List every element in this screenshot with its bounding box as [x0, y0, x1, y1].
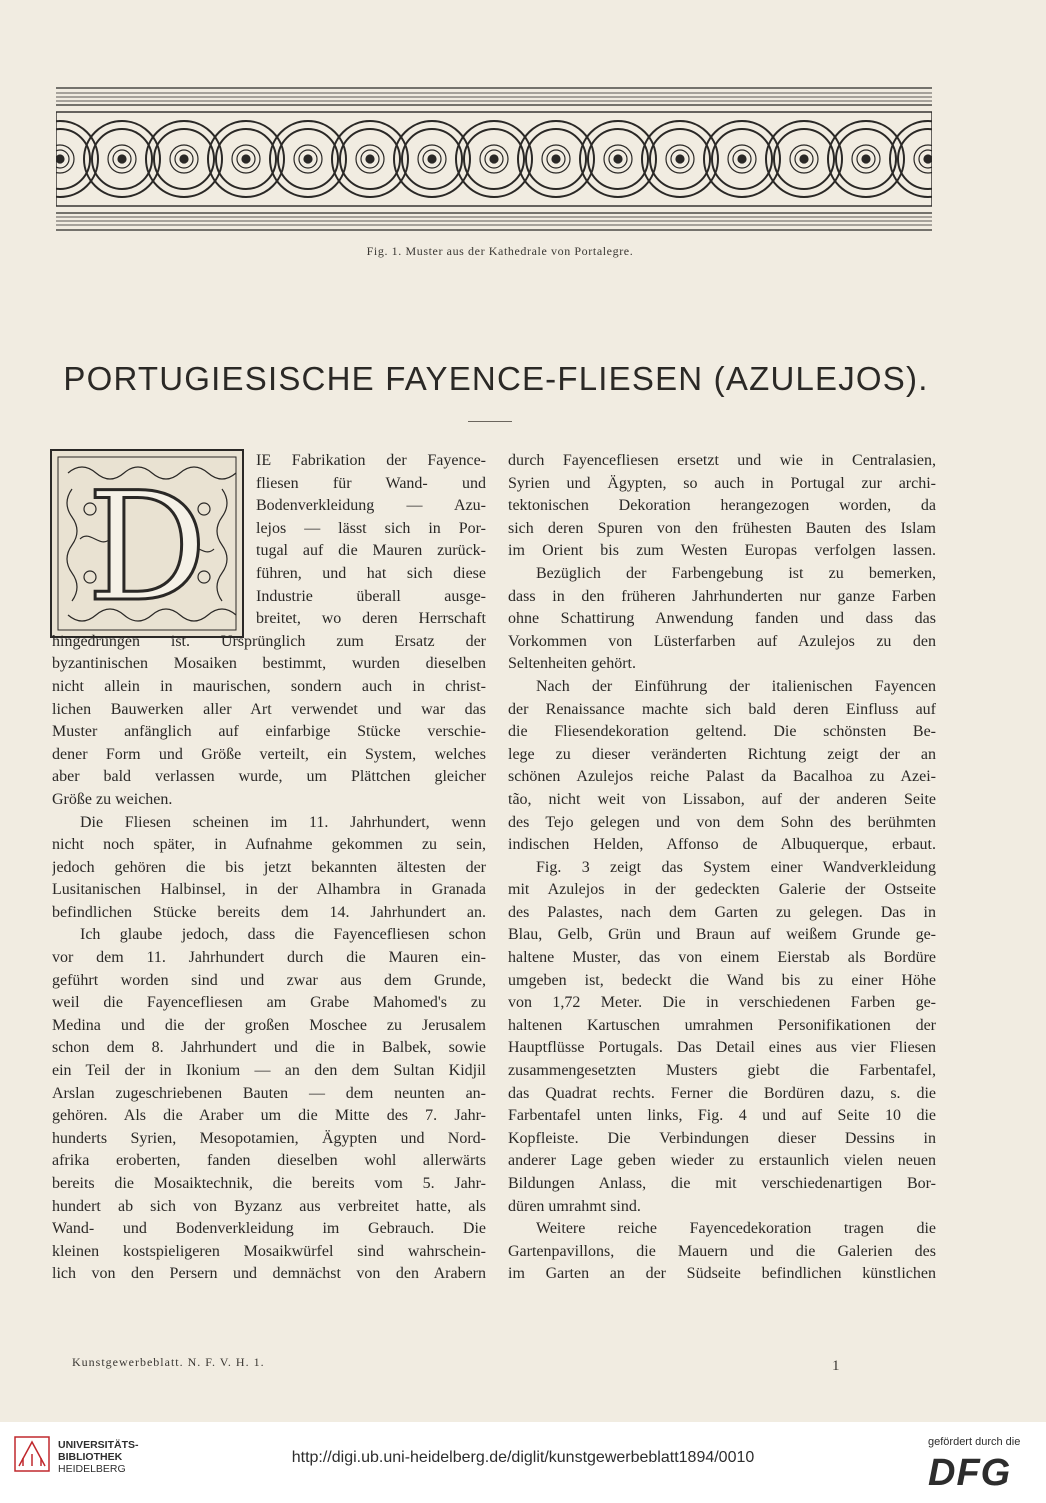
text-line: haltene Muster, das von einem Eierstab als Bordüre — [508, 949, 936, 967]
text-line: lichen Bauwerken aller Art verwendet und war das — [52, 700, 486, 718]
text-line: befindlichen Stücke bereits dem 14. Jahrhundert an. — [52, 903, 486, 921]
text-line: Ich glaube jedoch, dass die Fayencefliesen schon — [80, 926, 486, 944]
text-line: aber bald verlassen wurde, um Plättchen gleicher — [52, 768, 486, 786]
text-line: mit Azulejos in der gedeckten Galerie der Ostseite — [508, 881, 936, 899]
text-line: Vorkommen von Lüsterfarben auf Azulejos zu den — [508, 632, 936, 650]
ornament-ring — [614, 155, 622, 163]
ornament-ring — [118, 155, 126, 163]
text-line: bereits die Mosaiktechnik, die bereits vom 5. Jahr- — [52, 1175, 486, 1192]
text-line: Größe zu weichen. — [52, 790, 173, 808]
text-line: dass in den früheren Jahrhunderten nur ganze Farben — [508, 587, 936, 605]
ornament-ring — [304, 155, 312, 163]
text-line: Blau, Gelb, Grün und Braun auf weißem Grunde ge- — [508, 926, 936, 944]
text-line: dener Form und Größe verteilt, ein System, welches — [52, 745, 486, 763]
ornament-ring — [180, 155, 188, 163]
text-line: Bildungen Anlass, die mit verschiedenartigen Bor- — [508, 1175, 936, 1192]
text-line: des Palastes, nach dem Garten zu gelegen. Das in — [508, 903, 936, 921]
text-line: Lusitanischen Halbinsel, in der Alhambra in Granada — [52, 881, 486, 899]
text-line: schönen Azulejos reiche Palast da Bacalhoa zu Azei- — [508, 768, 936, 786]
text-line: im Orient bis zum Westen Europas verfolgen lassen. — [508, 542, 936, 560]
text-line: Syrien und Ägypten, so auch in Portugal zur archi- — [508, 474, 936, 492]
ornament-ring — [738, 155, 746, 163]
text-line: haltenen Kartuschen umrahmen Personifikationen der — [508, 1016, 936, 1034]
text-line: Fig. 3 zeigt das System einer Wandverkleidung — [536, 858, 936, 876]
ornament-ring — [490, 155, 498, 163]
text-line: des Tejo gelegen und von dem Sohn des berühmten — [508, 813, 936, 831]
text-line: kleinen kostspieligeren Mosaikwürfel sind wahrschein- — [52, 1242, 486, 1260]
page-number: 1 — [832, 1358, 840, 1374]
text-line: lich von den Persern und demnächst von den Arabern — [52, 1265, 486, 1283]
left-text-column — [52, 450, 486, 1286]
text-line: hingedrungen ist. Ursprünglich zum Ersatz der — [52, 632, 486, 650]
text-line: Bezüglich der Farbengebung ist zu bemerken, — [536, 564, 936, 582]
text-line: das Quadrat rechts. Ferner die Bordüren dazu, s. die — [508, 1084, 936, 1102]
text-line: lejos — lässt sich in Por- — [256, 519, 486, 537]
permalink-url[interactable]: http://digi.ub.uni-heidelberg.de/diglit/kunstgewerbeblatt1894/0010 — [291, 1449, 755, 1466]
text-line: vor dem 11. Jahrhundert durch die Mauren ein- — [52, 949, 486, 967]
text-line: sich deren Spuren von den frühesten Bauten des Islam — [508, 519, 936, 537]
text-line: führen, und hat sich diese — [256, 564, 486, 582]
ornament-ring — [242, 155, 250, 163]
text-line: gehören. Als die Araber um die Mitte des 7. Jahr- — [52, 1107, 486, 1125]
ornament-ring — [676, 155, 684, 163]
library-line-2: BIBLIOTHEK — [58, 1451, 123, 1463]
text-line: fliesen für Wand- und — [256, 474, 486, 492]
printer-signature: Kunstgewerbeblatt. N. F. V. H. 1. — [72, 1355, 265, 1369]
text-line: düren umrahmt sind. — [508, 1197, 641, 1215]
text-line: Muster anfänglich auf einfarbige Stücke verschie- — [52, 723, 486, 741]
text-line: Farbentafel unten links, Fig. 4 und auf Seite 10 die — [508, 1107, 936, 1125]
text-line: Arslan zugeschriebenen Bauten — dem neunten an- — [52, 1084, 486, 1102]
text-line: Die Fliesen scheinen im 11. Jahrhundert, wenn — [80, 813, 486, 831]
article-title: PORTUGIESISCHE FAYENCE-FLIESEN (AZULEJOS). — [63, 360, 929, 397]
dropcap-letter: D — [86, 461, 208, 635]
text-line: Nach der Einführung der italienischen Fayencen — [536, 677, 936, 695]
text-line: von 1,72 Meter. Die in verschiedenen Farben ge- — [508, 994, 936, 1012]
text-line: tão, nicht weit von Lissabon, auf der anderen Seite — [508, 790, 936, 808]
text-line: Kopfleiste. Die Verbindungen dieser Dessins in — [508, 1129, 936, 1147]
text-line: ein Teil der in Ikonium — an den dem Sultan Kidjil — [52, 1062, 486, 1080]
text-line: umgeben ist, bedeckt die Wand bis zu einer Höhe — [508, 971, 936, 989]
text-line: Seltenheiten gehört. — [508, 655, 636, 673]
text-line: afrika eroberten, fanden dieselben wohl allerwärts — [52, 1152, 486, 1170]
ornament-ring — [56, 155, 64, 163]
title-divider — [468, 421, 512, 422]
figure-caption: Fig. 1. Muster aus der Kathedrale von Portalegre. — [366, 244, 634, 258]
ornamental-border-figure — [56, 84, 932, 234]
library-line-3: HEIDELBERG — [58, 1463, 126, 1475]
text-line: durch Fayencefliesen ersetzt und wie in Centralasien, — [508, 452, 936, 469]
text-line: Hauptflüsse Portugals. Das Detail eines aus vier Fliesen — [508, 1039, 936, 1057]
text-line: ohne Schattirung Anwendung fanden und dass das — [508, 610, 936, 628]
funded-by-label: gefördert durch die — [928, 1436, 1021, 1448]
text-line: lege zu dieser veränderten Richtung zeigt der an — [508, 745, 936, 763]
right-text-column — [508, 450, 936, 1286]
text-line: nicht noch später, in Aufnahme gekommen zu sein, — [52, 836, 486, 854]
text-line: tugal auf die Mauren zurück- — [256, 542, 486, 560]
ornament-ring — [862, 155, 870, 163]
text-line: IE Fabrikation der Fayence- — [256, 452, 486, 469]
ornament-ring — [552, 155, 560, 163]
text-line: Industrie überall ausge- — [256, 587, 486, 605]
text-line: der Renaissance machte sich bald deren Einfluss auf — [508, 700, 936, 718]
text-line: Gartenpavillons, die Mauern und die Galerien des — [508, 1242, 936, 1260]
text-line: Medina und die der großen Moschee zu Jerusalem — [52, 1016, 486, 1034]
ornament-ring — [428, 155, 436, 163]
text-line: zusammengesetzten Musters giebt die Farbentafel, — [508, 1062, 936, 1080]
text-line: schon dem 8. Jahrhundert und die in Balbek, sowie — [52, 1039, 486, 1057]
ornament-ring — [800, 155, 808, 163]
text-line: im Garten an der Südseite befindlichen künstlichen — [508, 1265, 936, 1283]
text-line: tektonischen Dekoration herangezogen worden, da — [508, 497, 936, 515]
text-line: die Fliesendekoration geltend. Die schönsten Be- — [508, 723, 936, 741]
text-line: Bodenverkleidung — Azu- — [256, 497, 486, 515]
text-line: byzantinischen Mosaiken bestimmt, wurden dieselben — [52, 655, 486, 673]
text-line: jedoch gehören die bis jetzt bekannten ältesten der — [52, 858, 486, 876]
ornament-ring — [366, 155, 374, 163]
text-line: breitet, wo deren Herrschaft — [256, 610, 486, 628]
library-line-1: UNIVERSITÄTS- — [58, 1439, 139, 1451]
text-line: weil die Fayencefliesen am Grabe Mahomed's zu — [52, 994, 486, 1012]
text-line: hunderts Syrien, Mesopotamien, Ägypten und Nord- — [52, 1129, 486, 1147]
dfg-logo: DFG — [928, 1452, 1012, 1494]
text-line: indischen Helden, Affonso de Albuquerque, erbaut. — [508, 836, 936, 854]
text-line: geführt worden sind und zwar aus dem Grunde, — [52, 971, 486, 989]
text-line: Weitere reiche Fayencedekoration tragen die — [536, 1220, 936, 1238]
text-line: hundert ab sich von Byzanz aus verbreitet hatte, als — [52, 1197, 486, 1215]
text-line: anderer Lage geben wieder zu erstaunlich vielen neuen — [508, 1152, 936, 1170]
text-line: Wand- und Bodenverkleidung im Gebrauch. Die — [52, 1220, 486, 1238]
text-line: nicht allein in maurischen, sondern auch in christ- — [52, 677, 486, 695]
ornament-ring — [924, 155, 932, 163]
